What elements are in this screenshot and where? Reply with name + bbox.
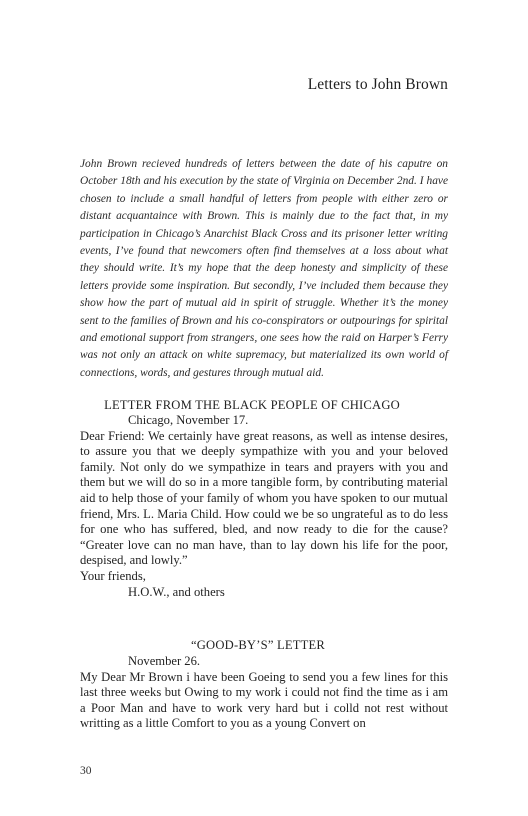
- running-head: Letters to John Brown: [307, 76, 448, 93]
- intro-text: John Brown recieved hundreds of letters between the date of his caputre on October 18th and his execution by the state of Virginia on December 2nd. I have chosen to include a small handful of letters from people with either zero or distant acquantaince with Brown. This is mainly due to the fact that, in my participation in Chicago’s Anarchist Black Cross and its prisoner letter writing events, I’ve found that newcomers often find themselves at a loss about what they should write. It’s my hope that the deep honesty and simplicity of these letters provide some inspiration. But secondly, I’ve included them because they show how the part of mutual aid in spirit of struggle. Whether it’s the money sent to the families of Brown and his co-conspirators or outpourings for spirital and emotional support from strangers, one sees how the raid on Harper’s Ferry was not only an attack on white supremacy, but materialized its own world of connections, words, and gestures through mutual aid.: [80, 158, 448, 379]
- letter-2-body: My Dear Mr Brown i have been Goeing to send you a few lines for this last three weeks but Owing to my work i could not find the time as i am a Poor Man and have to work very hard but i colld not rest without writting as a little Comfort to you as a young Convert on: [80, 669, 448, 731]
- letter-1-dateline: Chicago, November 17.: [128, 413, 249, 427]
- letter-1-body: Dear Friend: We certainly have great reasons, as well as intense desires, to assure you that we deeply sympathize with you and your beloved family. Not only do we sympathize in tears and prayers with you and them but we will do so in a more tangible form, by contributing material aid to help those of your family of whom you have spoken to our mutual friend, Mrs. L. Maria Child. How could we be so ungrateful as to do less for one who has suffered, bled, and now ready to die for the cause? “Greater love can no man have, than to lay down his life for the poor, despised, and lowly.”: [80, 428, 448, 568]
- page-number: 30: [80, 765, 92, 777]
- letter-2: [80, 654, 448, 732]
- letter-1: [80, 413, 448, 600]
- letter-2-heading: “GOOD-BY’S” LETTER: [190, 638, 326, 652]
- letter-1-closing: Your friends,: [80, 568, 146, 583]
- letter-1-heading: LETTER FROM THE BLACK PEOPLE OF CHICAGO: [104, 398, 400, 412]
- intro-paragraph: [80, 156, 448, 382]
- letter-1-signature: H.O.W., and others: [128, 584, 225, 599]
- letter-2-dateline: November 26.: [128, 654, 201, 668]
